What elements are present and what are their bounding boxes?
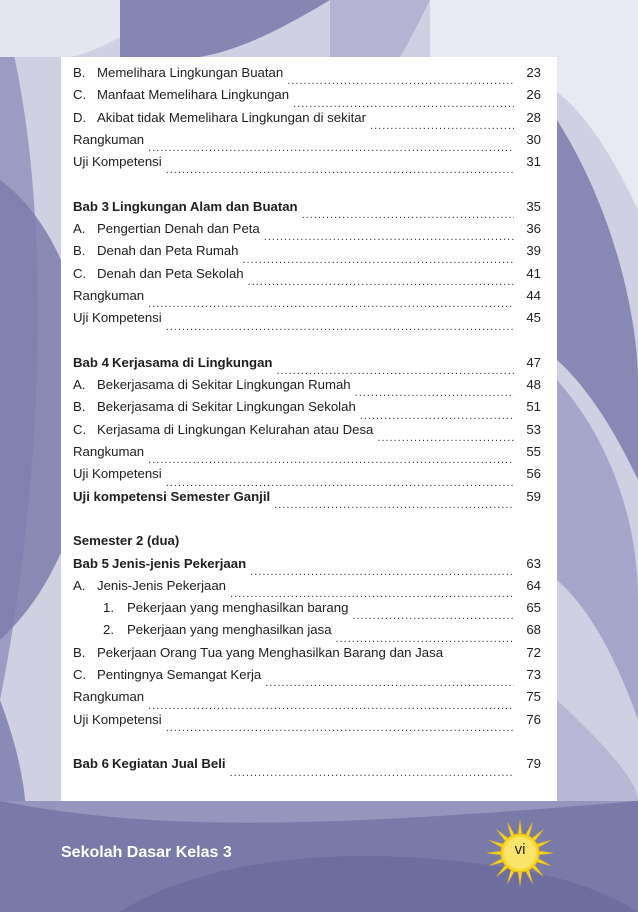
toc-leader-dots <box>148 292 514 307</box>
toc-leader-dots <box>250 560 514 575</box>
toc-chapter-row <box>73 199 541 221</box>
item-text: Jenis-Jenis Pekerjaan <box>97 577 227 593</box>
item-text: Pekerjaan Orang Tua yang Menghasilkan Barang dan Jasa <box>97 644 444 660</box>
item-letter: C. <box>73 87 87 103</box>
toc-leader-dots <box>248 270 514 285</box>
item-text: Denah dan Peta Rumah <box>97 243 239 259</box>
item-letter: B. <box>73 65 86 80</box>
toc-chapter-row <box>73 556 541 578</box>
item-letter: A. <box>73 577 86 593</box>
toc-section-heading <box>73 533 541 555</box>
subitem-number: 2. <box>103 622 114 638</box>
toc-page-number: 79 <box>526 756 541 772</box>
item-text: Manfaat Memelihara Lingkungan <box>97 87 290 103</box>
toc-page-number: 31 <box>526 154 541 170</box>
item-letter: B. <box>73 644 86 660</box>
plain-entry-text: Uji kompetensi Semester Ganjil <box>73 488 271 504</box>
subitem-text: Pekerjaan yang menghasilkan barang <box>127 600 349 616</box>
toc-leader-dots <box>352 604 514 619</box>
toc-leader-dots <box>166 471 514 486</box>
toc-item-row <box>73 110 541 132</box>
chapter-label: Bab 6 <box>73 756 109 772</box>
toc-page-number: 47 <box>526 354 541 370</box>
toc-plain-row <box>73 466 541 488</box>
toc-page-number: 55 <box>526 444 541 460</box>
item-text: Pengertian Denah dan Peta <box>97 221 260 237</box>
item-letter: B. <box>73 243 86 259</box>
toc-subitem-row <box>73 600 541 622</box>
toc-leader-dots <box>277 359 515 374</box>
toc-leader-dots <box>148 448 514 463</box>
toc-item-row <box>73 87 541 109</box>
toc-page-number: 76 <box>526 711 541 727</box>
item-text: Kerjasama di Lingkungan Kelurahan atau Desa <box>97 421 374 437</box>
toc-leader-dots <box>377 426 514 441</box>
table-of-contents <box>73 65 541 779</box>
toc-leader-dots <box>265 671 514 686</box>
toc-page-number: 45 <box>526 310 541 326</box>
chapter-title: Jenis-jenis Pekerjaan <box>112 555 247 571</box>
toc-spacer <box>73 511 541 533</box>
toc-item-row <box>73 266 541 288</box>
toc-page-number: 59 <box>526 488 541 504</box>
plain-entry-text: Rangkuman <box>73 444 145 460</box>
toc-page-number: 30 <box>526 131 541 147</box>
toc-item-row <box>73 377 541 399</box>
plain-entry-text: Uji Kompetensi <box>73 466 162 482</box>
plain-entry-text: Uji Kompetensi <box>73 154 162 170</box>
toc-plain-row <box>73 310 541 332</box>
toc-leader-dots <box>336 627 514 642</box>
toc-leader-dots <box>243 248 515 263</box>
toc-item-row <box>73 221 541 243</box>
toc-spacer <box>73 333 541 355</box>
toc-leader-dots <box>360 404 514 419</box>
toc-page-number: 56 <box>526 466 541 482</box>
plain-entry-text: Rangkuman <box>73 287 145 303</box>
page-number: vi <box>514 841 526 858</box>
toc-chapter-row <box>73 355 541 377</box>
toc-page-number: 63 <box>526 555 541 571</box>
item-text: Denah dan Peta Sekolah <box>97 265 244 281</box>
toc-leader-dots <box>148 136 514 151</box>
item-text: Bekerjasama di Sekitar Lingkungan Rumah <box>97 377 351 393</box>
toc-spacer <box>73 176 541 198</box>
toc-plain-row <box>73 689 541 711</box>
toc-plain-row <box>73 444 541 466</box>
toc-plain-row <box>73 489 541 511</box>
toc-item-row <box>73 578 541 600</box>
toc-leader-dots <box>302 203 514 218</box>
item-letter: A. <box>73 221 86 237</box>
chapter-label: Bab 3 <box>73 198 109 214</box>
chapter-title: Lingkungan Alam dan Buatan <box>112 198 298 214</box>
chapter-title: Kegiatan Jual Beli <box>112 756 226 772</box>
chapter-title: Kerjasama di Lingkungan <box>112 354 273 370</box>
toc-subitem-row <box>73 622 541 644</box>
toc-item-row <box>73 399 541 421</box>
toc-page-number: 75 <box>526 689 541 705</box>
toc-leader-dots <box>264 225 514 240</box>
toc-item-row <box>73 422 541 444</box>
toc-item-row <box>73 65 541 87</box>
toc-leader-dots <box>148 694 514 709</box>
toc-leader-dots <box>230 582 514 597</box>
toc-item-row <box>73 667 541 689</box>
toc-page-number: 64 <box>526 577 541 593</box>
toc-page-number: 44 <box>526 287 541 303</box>
toc-page-number: 48 <box>526 377 541 393</box>
toc-leader-dots <box>230 761 514 776</box>
subitem-number: 1. <box>103 600 114 616</box>
toc-page-number: 51 <box>526 399 541 415</box>
subitem-text: Pekerjaan yang menghasilkan jasa <box>127 622 332 638</box>
plain-entry-text: Rangkuman <box>73 131 145 147</box>
section-heading: Semester 2 (dua) <box>73 533 180 549</box>
item-text: Memelihara Lingkungan Buatan <box>97 65 284 80</box>
item-text: Bekerjasama di Sekitar Lingkungan Sekolah <box>97 399 356 415</box>
chapter-label: Bab 5 <box>73 555 109 571</box>
toc-page-number: 68 <box>526 622 541 638</box>
toc-page-number: 26 <box>526 87 541 103</box>
item-letter: C. <box>73 265 87 281</box>
toc-page-number: 35 <box>526 198 541 214</box>
toc-plain-row <box>73 288 541 310</box>
toc-page-number: 23 <box>526 65 541 80</box>
toc-page-number: 41 <box>526 265 541 281</box>
toc-leader-dots <box>166 716 514 731</box>
toc-page-number: 73 <box>526 667 541 683</box>
toc-page-number: 53 <box>526 421 541 437</box>
toc-item-row <box>73 645 541 667</box>
item-letter: A. <box>73 377 86 393</box>
toc-chapter-row <box>73 756 541 778</box>
toc-page-number: 65 <box>526 600 541 616</box>
plain-entry-text: Uji Kompetensi <box>73 310 162 326</box>
plain-entry-text: Uji Kompetensi <box>73 711 162 727</box>
item-letter: B. <box>73 399 86 415</box>
toc-plain-row <box>73 132 541 154</box>
toc-leader-dots <box>355 381 514 396</box>
toc-plain-row <box>73 154 541 176</box>
item-letter: C. <box>73 667 87 683</box>
chapter-label: Bab 4 <box>73 354 109 370</box>
toc-page-number: 39 <box>526 243 541 259</box>
toc-page-number: 72 <box>526 644 541 660</box>
toc-leader-dots <box>293 92 514 107</box>
toc-leader-dots <box>370 114 514 129</box>
toc-page-number: 36 <box>526 221 541 237</box>
item-letter: D. <box>73 109 87 125</box>
toc-page-number: 28 <box>526 109 541 125</box>
item-letter: C. <box>73 421 87 437</box>
book-title: Sekolah Dasar Kelas 3 <box>61 844 232 861</box>
toc-item-row <box>73 243 541 265</box>
toc-leader-dots <box>274 493 514 508</box>
item-text: Pentingnya Semangat Kerja <box>97 667 262 683</box>
plain-entry-text: Rangkuman <box>73 689 145 705</box>
toc-spacer <box>73 734 541 756</box>
toc-leader-dots <box>287 69 514 84</box>
toc-plain-row <box>73 712 541 734</box>
item-text: Akibat tidak Memelihara Lingkungan di sekitar <box>97 109 367 125</box>
toc-leader-dots <box>166 315 514 330</box>
toc-leader-dots <box>166 158 514 173</box>
